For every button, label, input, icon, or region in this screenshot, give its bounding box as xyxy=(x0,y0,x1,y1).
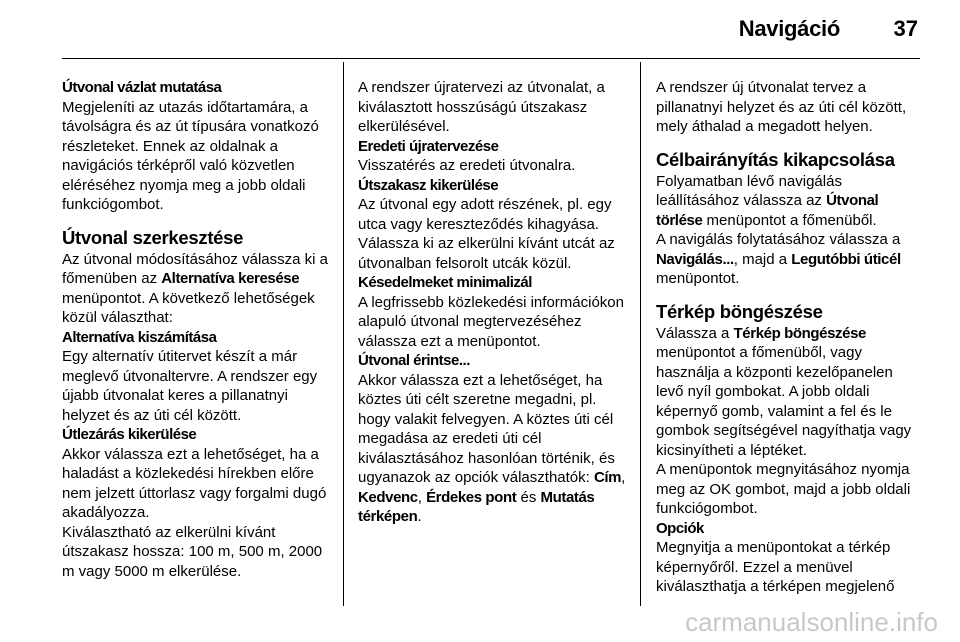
menu-term: Legutóbbi úticél xyxy=(791,250,901,268)
section-heading: Térkép böngészése xyxy=(656,300,823,322)
paragraph: Megnyitja a menüpontokat a térkép képernyőről. Ezzel a menüvel kiválaszthatja a térképen megjelenő xyxy=(656,539,895,595)
text: menüpontot. A következő lehetőségek közül választhat: xyxy=(62,289,315,326)
menu-term: Térkép böngészése xyxy=(733,324,866,342)
subheading: Útszakasz kikerülése xyxy=(358,176,499,194)
text: Folyamatban lévő navigálás leállításához válassza az xyxy=(656,172,842,209)
text: , xyxy=(621,469,626,486)
paragraph: A menüpontok megnyitásához nyomja meg az OK gombot, majd a jobb oldali funkciógombot. xyxy=(656,461,911,517)
text: Válassza a xyxy=(656,324,734,342)
text: , xyxy=(417,488,427,506)
paragraph xyxy=(656,230,922,289)
header-rule xyxy=(62,58,920,59)
subheading: Útvonal érintse... xyxy=(358,352,470,369)
text: A navigálás folytatásához válassza a xyxy=(656,231,901,248)
paragraph: A legfrissebb közlekedési információkon alapuló útvonal megtervezéséhez válassza ezt a menüpontot. xyxy=(358,293,624,350)
subheading: Útvonal vázlat mutatása xyxy=(62,79,222,96)
page-number: 37 xyxy=(893,16,918,41)
text: menüpontot a főmenüből. xyxy=(702,211,877,229)
column-1 xyxy=(62,78,332,581)
text: . xyxy=(417,508,422,525)
subheading: Késedelmeket minimalizál xyxy=(358,274,532,291)
paragraph: Kiválasztható az elkerülni kívánt útszakasz hossza: 100 m, 500 m, 2000 m vagy 5000 m elkerülése. xyxy=(62,523,323,580)
text: Akkor válassza ezt a lehetőséget, ha köztes úti célt szeretne megadni, pl. hogy valakit felvegyen. A köztes úti cél megadása az eredeti úti cél kiválasztásához hasonlóan történik, és ugyanazok az opciók választhatók: xyxy=(358,371,615,486)
subheading: Opciók xyxy=(656,519,704,537)
paragraph xyxy=(656,172,922,231)
paragraph: Akkor válassza ezt a lehetőséget, ha a haladást a közlekedési hírekben előre nem jelzett úttorlasz vagy forgalmi dugó akadályozza. xyxy=(62,445,327,521)
page-title: Navigáció xyxy=(738,16,840,41)
subheading: Alternatíva kiszámítása xyxy=(62,328,217,346)
menu-term: Érdekes pont xyxy=(426,488,517,506)
paragraph: A rendszer újratervezi az útvonalat, a kiválasztott hosszúságú útszakasz elkerülésével. xyxy=(358,79,605,135)
paragraph: A rendszer új útvonalat tervez a pillanatnyi helyzet és az úti cél között, mely áthalad a megadott helyen. xyxy=(656,79,907,135)
paragraph: Az útvonal egy adott részének, pl. egy utca vagy kereszteződés kihagyása. Válassza ki az elkerülni kívánt utcát az útvonalban felsorolt utcák közül. xyxy=(358,196,615,272)
text: menüpontot. xyxy=(656,270,740,287)
menu-term: Útvonal törlése xyxy=(656,192,879,229)
paragraph xyxy=(62,250,332,328)
paragraph xyxy=(358,371,630,527)
column-2 xyxy=(358,78,630,527)
paragraph: Megjeleníti az utazás időtartamára, a távolságra és az út típusára vonatkozó részleteket. Ennek az oldalnak a navigációs térképről való közvetlen eléréséhez nyomja meg a jobb oldali funkciógombot. xyxy=(62,98,319,213)
column-divider-2 xyxy=(640,62,641,606)
subheading: Útlezárás kikerülése xyxy=(62,426,197,443)
text: és xyxy=(516,488,541,506)
section-heading: Célbairányítás kikapcsolása xyxy=(656,148,895,170)
page-header xyxy=(0,0,960,60)
text: , majd a xyxy=(733,250,792,268)
column-3 xyxy=(656,78,922,597)
section-heading: Útvonal szerkesztése xyxy=(62,226,244,248)
paragraph: Visszatérés az eredeti útvonalra. xyxy=(358,157,576,174)
menu-term: Mutatás térképen xyxy=(358,488,595,525)
paragraph xyxy=(656,324,922,461)
column-divider-1 xyxy=(343,62,344,606)
subheading: Eredeti újratervezése xyxy=(358,137,499,155)
paragraph: Egy alternatív útitervet készít a már meglevő útvonaltervre. A rendszer egy újabb útvonalat keres a pillanatnyi helyzet és az úti cél között. xyxy=(62,348,318,424)
menu-term: Alternatíva keresése xyxy=(161,270,300,287)
menu-term: Cím xyxy=(593,469,622,486)
watermark: carmanualsonline.info xyxy=(685,607,938,637)
menu-term: Kedvenc xyxy=(358,488,418,506)
text: Az útvonal módosításához válassza ki a főmenüben az xyxy=(62,250,328,287)
text: menüpontot a főmenüből, vagy használja a központi kezelőpanelen levő nyíl gombokat. A jobb oldali képernyő gomb, valamint a fel és le gombok segítségével nagyíthatja vagy kicsinyítheti a léptéket. xyxy=(656,344,912,459)
menu-term: Navigálás... xyxy=(656,250,734,268)
